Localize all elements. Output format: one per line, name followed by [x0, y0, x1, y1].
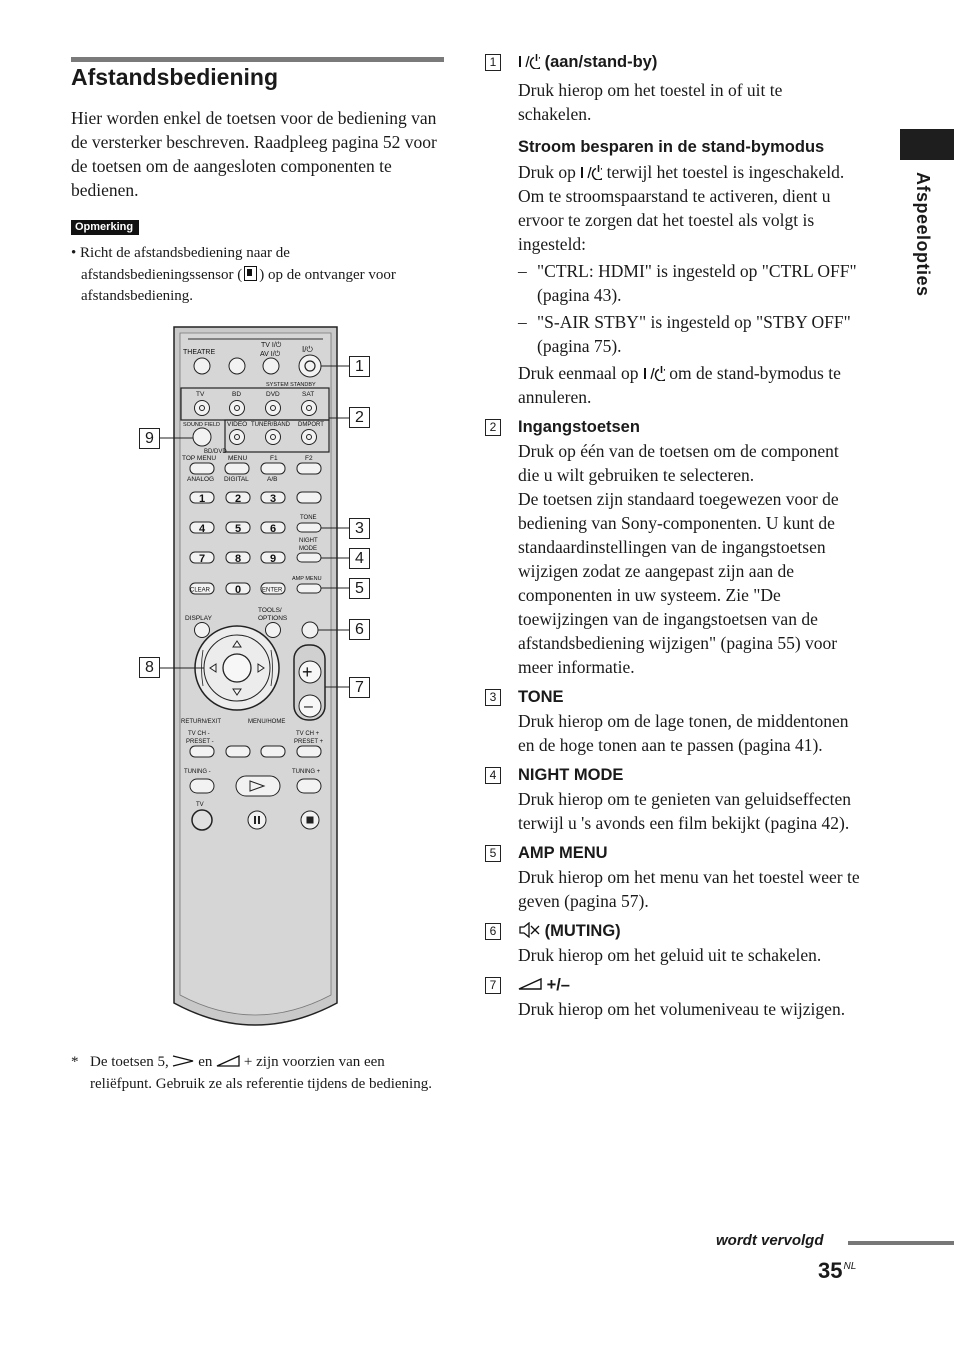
power-icon — [580, 164, 602, 180]
label-top-menu: TOP MENU — [182, 455, 217, 462]
label-dmport: DMPORT — [298, 422, 324, 428]
label-tools: TOOLS/ — [258, 607, 282, 614]
amp-menu-button — [297, 584, 321, 593]
svg-text:2: 2 — [235, 493, 242, 505]
item-number: 2 — [485, 419, 501, 436]
standby-condition-1: – "CTRL: HDMI" is ingesteld op "CTRL OFF" (pagina 43). — [518, 261, 857, 305]
label-tv-2: TV — [196, 802, 204, 808]
button-descriptions — [485, 50, 860, 1021]
label-f1: F1 — [270, 455, 278, 462]
remote-svg — [130, 320, 380, 1040]
play-button — [236, 776, 280, 796]
power-icon — [643, 365, 665, 381]
power-icon — [518, 53, 540, 69]
svg-text:3: 3 — [270, 493, 277, 505]
item-amp-menu — [485, 841, 860, 913]
footnote-mid2: + zijn voorzien van een reliëfpunt. Gebruik ze als referentie tijdens de bediening. — [90, 1054, 432, 1092]
label-enter: ENTER — [262, 587, 283, 594]
item-night-mode — [485, 763, 860, 835]
footnote-pre: De toetsen 5, — [90, 1054, 173, 1070]
callout-3: 3 — [349, 518, 370, 539]
label-display: DISPLAY — [185, 615, 212, 622]
item-body: Druk hierop om het geluid uit te schakelen. — [518, 945, 822, 965]
continued-label: wordt vervolgd — [716, 1232, 824, 1249]
muting-icon — [518, 922, 540, 938]
item-heading: +/– — [518, 973, 860, 997]
label-mode: MODE — [299, 546, 317, 552]
theatre-button — [194, 358, 210, 374]
label-tvch-minus: TV CH - — [188, 731, 210, 737]
chapter-tab — [900, 129, 954, 160]
item-power — [485, 50, 860, 409]
svg-text:8: 8 — [235, 553, 242, 565]
label-tuner-band: TUNER/BAND — [251, 422, 291, 428]
tv-power-button — [263, 358, 279, 374]
item-muting — [485, 919, 860, 967]
callout-1: 1 — [349, 356, 370, 377]
label-tvch-plus: TV CH + — [296, 731, 320, 737]
item-body-2: De toetsen zijn standaard toegewezen voor de bediening van Sony-componenten. U kunt de standaardinstellingen van de ingangstoetsen wijzigen zodat ze aangepast zijn aan de componenten in uw systeem. Zie "De toewijzingen van de ingangstoetsen van de afstandsbediening wijzigen" (pagina 55) voor meer informatie. — [518, 489, 839, 677]
subheading-standby: Stroom besparen in de stand-bymodus — [518, 138, 825, 156]
label-menu: MENU — [228, 455, 248, 462]
svg-text:0: 0 — [235, 584, 242, 596]
input-button — [229, 358, 245, 374]
label-digital: DIGITAL — [224, 476, 249, 483]
item-body: Druk hierop om het menu van het toestel weer te geven (pagina 57). — [518, 867, 860, 911]
page-suffix: NL — [843, 1261, 857, 1272]
standby-condition-2: – "S-AIR STBY" is ingesteld op "STBY OFF" (pagina 75). — [518, 312, 851, 356]
label-system-standby: SYSTEM STANDBY — [266, 382, 316, 388]
label-return: RETURN/EXIT — [181, 719, 222, 725]
tone-button — [297, 523, 321, 532]
options-button — [266, 623, 281, 638]
item-input-buttons — [485, 415, 860, 679]
standby-paragraph-2: Om te stroomspaarstand te activeren, dient u ervoor te zorgen dat het toestel als volgt is ingesteld: — [518, 186, 831, 254]
footnote-star: * — [71, 1054, 79, 1070]
label-bd: BD — [232, 391, 242, 398]
item-tone — [485, 685, 860, 757]
item-heading: TONE — [518, 688, 564, 706]
svg-text:9: 9 — [270, 553, 277, 565]
standby-paragraph-3: Druk eenmaal op om de stand-bymodus te annuleren. — [518, 363, 841, 407]
item-heading: AMP MENU — [518, 844, 608, 862]
note-badge: Opmerking — [71, 220, 139, 235]
callout-5: 5 — [349, 578, 370, 599]
item-body: Druk hierop om te genieten van geluidseffecten terwijl u 's avonds een film bekijkt (pagina 42). — [518, 789, 852, 833]
note-text-pre: Richt de afstandsbediening naar de afstandsbedieningssensor ( — [80, 245, 290, 283]
label-vol-plus: + — [302, 662, 313, 682]
label-theatre: THEATRE — [183, 349, 216, 356]
play-symbol-icon — [172, 1055, 194, 1067]
svg-text:5: 5 — [235, 523, 242, 535]
continued-bar — [848, 1241, 954, 1245]
svg-text:7: 7 — [199, 553, 206, 565]
footnote-mid1: en — [194, 1054, 217, 1070]
label-amp-menu: AMP MENU — [292, 576, 322, 582]
callout-4: 4 — [349, 548, 370, 569]
label-av-power: AV I/⏻ — [260, 351, 281, 358]
item-heading: (aan/stand-by) — [518, 50, 860, 74]
item-number: 7 — [485, 977, 501, 994]
chapter-label: Afspeelopties — [913, 172, 933, 297]
svg-text:4: 4 — [199, 523, 206, 535]
item-body: Druk hierop om het toestel in of uit te schakelen. — [518, 80, 783, 124]
label-tv-power: TV I/⏻ — [261, 342, 282, 349]
callout-7: 7 — [349, 677, 370, 698]
item-heading: (MUTING) — [518, 919, 860, 943]
label-ab: A/B — [267, 476, 278, 483]
item-body: Druk op één van de toetsen om de component die u wilt gebruiken te selecteren. — [518, 441, 839, 485]
item-number: 3 — [485, 689, 501, 706]
item-number: 5 — [485, 845, 501, 862]
label-clear: CLEAR — [190, 587, 211, 594]
remote-sensor-icon — [244, 266, 257, 281]
callout-9: 9 — [139, 428, 160, 449]
label-main-power: I/⏻ — [302, 345, 313, 354]
label-preset-minus: PRESET - — [186, 739, 214, 745]
label-tv: TV — [196, 391, 205, 398]
page-number: $35^{NL}$ — [818, 1258, 857, 1283]
intro-paragraph: Hier worden enkel de toetsen voor de bediening van de versterker beschreven. Raadpleeg pagina 52 voor de toetsen om de aangesloten componenten te bedienen. — [71, 108, 437, 200]
item-number: 1 — [485, 54, 501, 71]
item-number: 4 — [485, 767, 501, 784]
label-sound-field: SOUND FIELD — [183, 422, 220, 428]
label-f2: F2 — [305, 455, 313, 462]
label-tuning-plus: TUNING + — [292, 769, 321, 775]
callout-6: 6 — [349, 619, 370, 640]
label-sat: SAT — [302, 391, 315, 398]
volume-symbol-icon — [216, 1055, 240, 1067]
sound-field-button — [193, 428, 211, 446]
remote-illustration — [130, 320, 380, 1040]
callout-2: 2 — [349, 407, 370, 428]
label-dvd: DVD — [266, 391, 280, 398]
note-bullet: • — [71, 245, 77, 261]
note-text-post: ) op de ontvanger voor afstandsbediening. — [81, 266, 396, 304]
label-bd-dvd: BD/DVD — [204, 449, 227, 455]
label-analog: ANALOG — [187, 476, 215, 483]
section-title: Afstandsbediening — [71, 64, 279, 90]
item-body: Druk hierop om het volumeniveau te wijzigen. — [518, 999, 846, 1019]
label-video: VIDEO — [227, 421, 248, 428]
label-options: OPTIONS — [258, 615, 288, 622]
item-number: 6 — [485, 923, 501, 940]
label-tone: TONE — [300, 515, 317, 521]
callout-8: 8 — [139, 657, 160, 678]
label-tuning-minus: TUNING - — [184, 769, 211, 775]
svg-text:6: 6 — [270, 523, 277, 535]
item-heading: NIGHT MODE — [518, 766, 624, 784]
dpad-center — [223, 654, 251, 682]
muting-button — [302, 622, 318, 638]
volume-icon — [518, 977, 542, 991]
night-mode-button — [297, 553, 321, 562]
display-button — [195, 623, 210, 638]
svg-text:1: 1 — [199, 493, 206, 505]
label-night: NIGHT — [299, 538, 318, 544]
power-button — [299, 355, 321, 377]
note-text — [71, 243, 443, 308]
item-volume — [485, 973, 860, 1021]
item-body: Druk hierop om de lage tonen, de middentonen en de hoge tonen aan te passen (pagina 41). — [518, 711, 849, 755]
label-menu-home: MENU/HOME — [248, 719, 286, 725]
section-rule — [71, 57, 444, 62]
standby-paragraph-1: Druk op terwijl het toestel is ingeschakeld. — [518, 162, 845, 182]
label-preset-plus: PRESET + — [294, 739, 324, 745]
item-heading: Ingangstoetsen — [518, 418, 640, 436]
footnote — [71, 1052, 443, 1095]
label-vol-minus: – — [304, 698, 313, 715]
